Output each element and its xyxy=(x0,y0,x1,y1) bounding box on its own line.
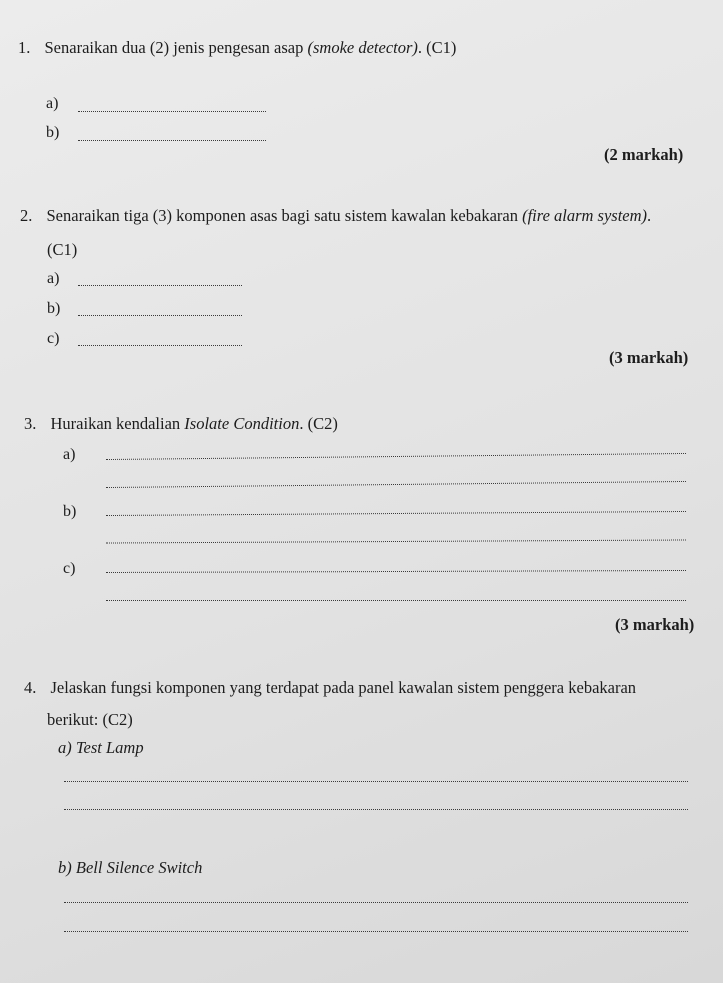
answer-line xyxy=(78,285,242,286)
question-number: 4. xyxy=(24,678,37,697)
answer-line xyxy=(64,931,688,932)
question-4-text xyxy=(24,680,636,697)
question-text-italic: (smoke detector) xyxy=(307,38,418,57)
marks-label: (3 markah) xyxy=(615,615,695,634)
sub-question-a xyxy=(58,740,144,757)
answer-line xyxy=(106,481,686,488)
sub-question-b xyxy=(58,860,202,877)
answer-label-b: b) xyxy=(63,503,77,520)
sub-question-b-text: b) Bell Silence Switch xyxy=(58,858,203,877)
question-text: Senaraikan tiga (3) komponen asas bagi satu sistem kawalan kebakaran xyxy=(46,206,523,225)
question-text: Senaraikan dua (2) jenis pengesan asap xyxy=(44,38,308,57)
question-text: Jelaskan fungsi komponen yang terdapat pada panel kawalan sistem penggera kebakaran xyxy=(50,678,637,697)
answer-line xyxy=(106,539,686,543)
question-text-end: . (C1) xyxy=(417,38,457,57)
sub-question-a-text: a) Test Lamp xyxy=(58,738,144,757)
question-number: 3. xyxy=(24,414,37,433)
question-text-italic: (fire alarm system) xyxy=(522,206,648,225)
question-text-line-2: berikut: (C2) xyxy=(47,710,133,729)
question-number: 2. xyxy=(20,206,33,225)
marks-label: (3 markah) xyxy=(609,348,689,367)
question-number: 1. xyxy=(18,38,31,57)
answer-line xyxy=(78,345,242,346)
answer-line xyxy=(78,140,266,141)
question-level: (C1) xyxy=(47,240,78,259)
question-text-end: . xyxy=(647,206,652,225)
answer-label-b: b) xyxy=(47,300,61,317)
answer-label-b: b) xyxy=(46,124,60,141)
answer-line xyxy=(106,511,686,516)
marks-label: (2 markah) xyxy=(604,145,684,164)
answer-label-c: c) xyxy=(63,560,76,577)
answer-line xyxy=(78,111,266,112)
question-text-end: . (C2) xyxy=(299,414,338,433)
answer-line xyxy=(106,570,686,573)
question-1-text xyxy=(18,40,456,57)
answer-label-a: a) xyxy=(46,95,59,112)
question-2-text xyxy=(20,208,651,225)
question-3-text xyxy=(24,416,338,433)
answer-line xyxy=(64,902,688,903)
question-text: Huraikan kendalian xyxy=(50,414,185,433)
answer-label-c: c) xyxy=(47,330,60,347)
answer-label-a: a) xyxy=(47,270,60,287)
answer-line xyxy=(64,781,688,782)
answer-line xyxy=(106,600,686,601)
question-text-italic: Isolate Condition xyxy=(184,414,300,433)
answer-line xyxy=(78,315,242,316)
answer-label-a: a) xyxy=(63,446,76,463)
answer-line xyxy=(106,453,686,460)
answer-line xyxy=(64,809,688,810)
